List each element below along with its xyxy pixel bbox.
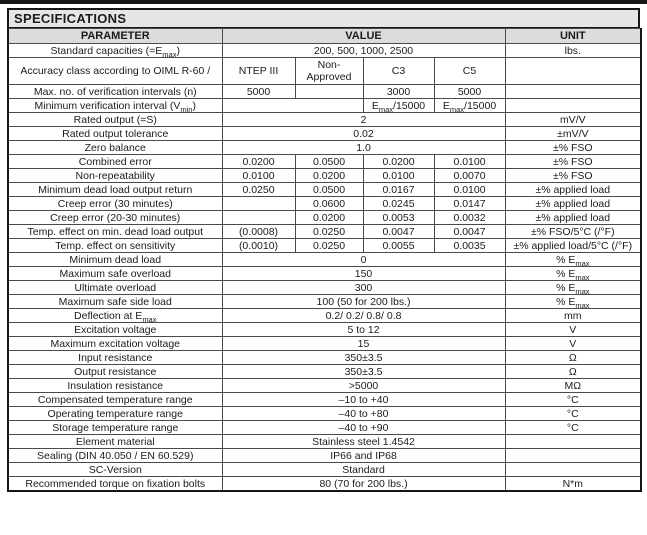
parameter-cell: Ultimate overload [8, 281, 222, 295]
unit-cell: MΩ [505, 379, 641, 393]
value-cell: 0.0250 [295, 239, 363, 253]
table-row [8, 295, 641, 309]
value-cell: 5 to 12 [222, 323, 505, 337]
parameter-cell: Zero balance [8, 141, 222, 155]
parameter-cell: Rated output (=S) [8, 113, 222, 127]
value-cell: 0 [222, 253, 505, 267]
value-cell: –40 to +80 [222, 407, 505, 421]
parameter-cell: Input resistance [8, 351, 222, 365]
value-cell: 0.0245 [363, 197, 434, 211]
value-cell: 0.0100 [434, 183, 505, 197]
table-row [8, 309, 641, 323]
value-cell: 1.0 [222, 141, 505, 155]
unit-cell: ±% applied load [505, 197, 641, 211]
value-cell: 0.0047 [363, 225, 434, 239]
unit-cell: °C [505, 393, 641, 407]
parameter-cell: Minimum verification interval $(V_{min})$ [8, 99, 222, 113]
value-cell: 5000 [222, 85, 295, 99]
table-row [8, 267, 641, 281]
unit-cell [505, 85, 641, 99]
unit-cell: ±mV/V [505, 127, 641, 141]
value-cell [222, 211, 295, 225]
unit-cell [505, 58, 641, 85]
value-cell: 100 (50 for 200 lbs.) [222, 295, 505, 309]
value-cell: 0.0147 [434, 197, 505, 211]
unit-cell [505, 99, 641, 113]
value-cell: 0.0055 [363, 239, 434, 253]
page-title: SPECIFICATIONS [7, 8, 640, 28]
parameter-cell: Excitation voltage [8, 323, 222, 337]
unit-cell: ±% applied load/5°C (/°F) [505, 239, 641, 253]
table-row [8, 463, 641, 477]
table-row [8, 183, 641, 197]
value-cell: 0.0032 [434, 211, 505, 225]
table-row [8, 113, 641, 127]
table-row [8, 365, 641, 379]
unit-cell: lbs. [505, 44, 641, 58]
parameter-cell: Temp. effect on sensitivity [8, 239, 222, 253]
parameter-cell: Recommended torque on fixation bolts [8, 477, 222, 492]
table-row [8, 421, 641, 435]
parameter-cell: Max. no. of verification intervals (n) [8, 85, 222, 99]
value-cell: 15 [222, 337, 505, 351]
table-row [8, 435, 641, 449]
value-cell: 3000 [363, 85, 434, 99]
value-cell: 0.0070 [434, 169, 505, 183]
unit-cell: N*m [505, 477, 641, 492]
value-cell: IP66 and IP68 [222, 449, 505, 463]
table-row [8, 351, 641, 365]
table-row [8, 58, 641, 85]
value-cell: 0.0200 [363, 155, 434, 169]
table-row [8, 127, 641, 141]
unit-cell [505, 463, 641, 477]
value-cell: 350±3.5 [222, 351, 505, 365]
value-cell [295, 85, 363, 99]
unit-cell: Ω [505, 365, 641, 379]
parameter-cell: Operating temperature range [8, 407, 222, 421]
value-cell: (0.0008) [222, 225, 295, 239]
value-cell: 80 (70 for 200 lbs.) [222, 477, 505, 492]
value-cell [222, 197, 295, 211]
spec-table [7, 28, 642, 492]
table-row [8, 85, 641, 99]
unit-cell: V [505, 337, 641, 351]
value-cell: 0.0600 [295, 197, 363, 211]
value-cell: 0.0500 [295, 183, 363, 197]
value-cell: NTEP III [222, 58, 295, 85]
unit-cell [505, 449, 641, 463]
parameter-cell: Non-repeatability [8, 169, 222, 183]
table-row [8, 323, 641, 337]
unit-cell: °C [505, 421, 641, 435]
unit-cell: V [505, 323, 641, 337]
value-cell: 5000 [434, 85, 505, 99]
parameter-cell: Deflection at $E_{max}$ [8, 309, 222, 323]
value-cell: 2 [222, 113, 505, 127]
unit-cell: mV/V [505, 113, 641, 127]
value-cell: 0.0500 [295, 155, 363, 169]
table-row [8, 393, 641, 407]
parameter-cell: Maximum excitation voltage [8, 337, 222, 351]
value-cell: Stainless steel 1.4542 [222, 435, 505, 449]
parameter-cell: Accuracy class according to OIML R-60 / [8, 58, 222, 85]
unit-cell: ±% applied load [505, 211, 641, 225]
value-cell: >5000 [222, 379, 505, 393]
value-cell: C3 [363, 58, 434, 85]
parameter-cell: Temp. effect on min. dead load output [8, 225, 222, 239]
value-cell: –10 to +40 [222, 393, 505, 407]
value-cell: 0.0047 [434, 225, 505, 239]
value-cell: 0.2/ 0.2/ 0.8/ 0.8 [222, 309, 505, 323]
value-cell: 0.0200 [295, 169, 363, 183]
table-row [8, 281, 641, 295]
value-cell: 0.0100 [434, 155, 505, 169]
parameter-cell: Rated output tolerance [8, 127, 222, 141]
parameter-cell: Combined error [8, 155, 222, 169]
table-row [8, 239, 641, 253]
unit-cell: ±% FSO/5°C (/°F) [505, 225, 641, 239]
header-row [8, 29, 641, 44]
value-cell: 0.0200 [222, 155, 295, 169]
parameter-column-header: PARAMETER [8, 29, 222, 44]
value-cell: 0.02 [222, 127, 505, 141]
value-cell: 200, 500, 1000, 2500 [222, 44, 505, 58]
value-cell: 150 [222, 267, 505, 281]
parameter-cell: Standard capacities $(=E_{max})$ [8, 44, 222, 58]
parameter-cell: Element material [8, 435, 222, 449]
parameter-cell: Maximum safe side load [8, 295, 222, 309]
value-cell [222, 99, 363, 113]
table-row [8, 155, 641, 169]
table-row [8, 197, 641, 211]
value-column-header: VALUE [222, 29, 505, 44]
table-row [8, 449, 641, 463]
unit-cell: Ω [505, 351, 641, 365]
table-row [8, 477, 641, 492]
table-row [8, 44, 641, 58]
unit-cell: % $E_{max}$ [505, 295, 641, 309]
parameter-cell: Minimum dead load [8, 253, 222, 267]
unit-cell: ±% applied load [505, 183, 641, 197]
value-cell: 0.0100 [363, 169, 434, 183]
parameter-cell: SC-Version [8, 463, 222, 477]
parameter-cell: Storage temperature range [8, 421, 222, 435]
value-cell: –40 to +90 [222, 421, 505, 435]
table-row [8, 99, 641, 113]
parameter-cell: Creep error (20-30 minutes) [8, 211, 222, 225]
unit-column-header: UNIT [505, 29, 641, 44]
value-cell: 0.0250 [222, 183, 295, 197]
value-cell: 0.0100 [222, 169, 295, 183]
value-cell: 0.0167 [363, 183, 434, 197]
unit-cell: ±% FSO [505, 169, 641, 183]
value-cell: 350±3.5 [222, 365, 505, 379]
table-row [8, 141, 641, 155]
value-cell: Non-Approved [295, 58, 363, 85]
table-row [8, 379, 641, 393]
spec-table-body [8, 29, 641, 492]
table-row [8, 253, 641, 267]
unit-cell: ±% FSO [505, 141, 641, 155]
table-row [8, 225, 641, 239]
parameter-cell: Maximum safe overload [8, 267, 222, 281]
parameter-cell: Output resistance [8, 365, 222, 379]
parameter-cell: Creep error (30 minutes) [8, 197, 222, 211]
unit-cell: °C [505, 407, 641, 421]
unit-cell: % $E_{max}$ [505, 281, 641, 295]
unit-cell [505, 435, 641, 449]
value-cell: 0.0250 [295, 225, 363, 239]
value-cell: 0.0200 [295, 211, 363, 225]
value-cell: 0.0053 [363, 211, 434, 225]
value-cell: Standard [222, 463, 505, 477]
unit-cell: mm [505, 309, 641, 323]
parameter-cell: Insulation resistance [8, 379, 222, 393]
table-row [8, 211, 641, 225]
table-row [8, 337, 641, 351]
unit-cell: ±% FSO [505, 155, 641, 169]
unit-cell: % $E_{max}$ [505, 253, 641, 267]
table-row [8, 407, 641, 421]
top-rule [0, 0, 647, 4]
table-row [8, 169, 641, 183]
value-cell: C5 [434, 58, 505, 85]
parameter-cell: Minimum dead load output return [8, 183, 222, 197]
parameter-cell: Sealing (DIN 40.050 / EN 60.529) [8, 449, 222, 463]
value-cell: (0.0010) [222, 239, 295, 253]
unit-cell: % $E_{max}$ [505, 267, 641, 281]
parameter-cell: Compensated temperature range [8, 393, 222, 407]
value-cell: 0.0035 [434, 239, 505, 253]
spec-sheet [7, 8, 640, 492]
value-cell: $E_{max}/15000$ [434, 99, 505, 113]
value-cell: 300 [222, 281, 505, 295]
value-cell: $E_{max}/15000$ [363, 99, 434, 113]
